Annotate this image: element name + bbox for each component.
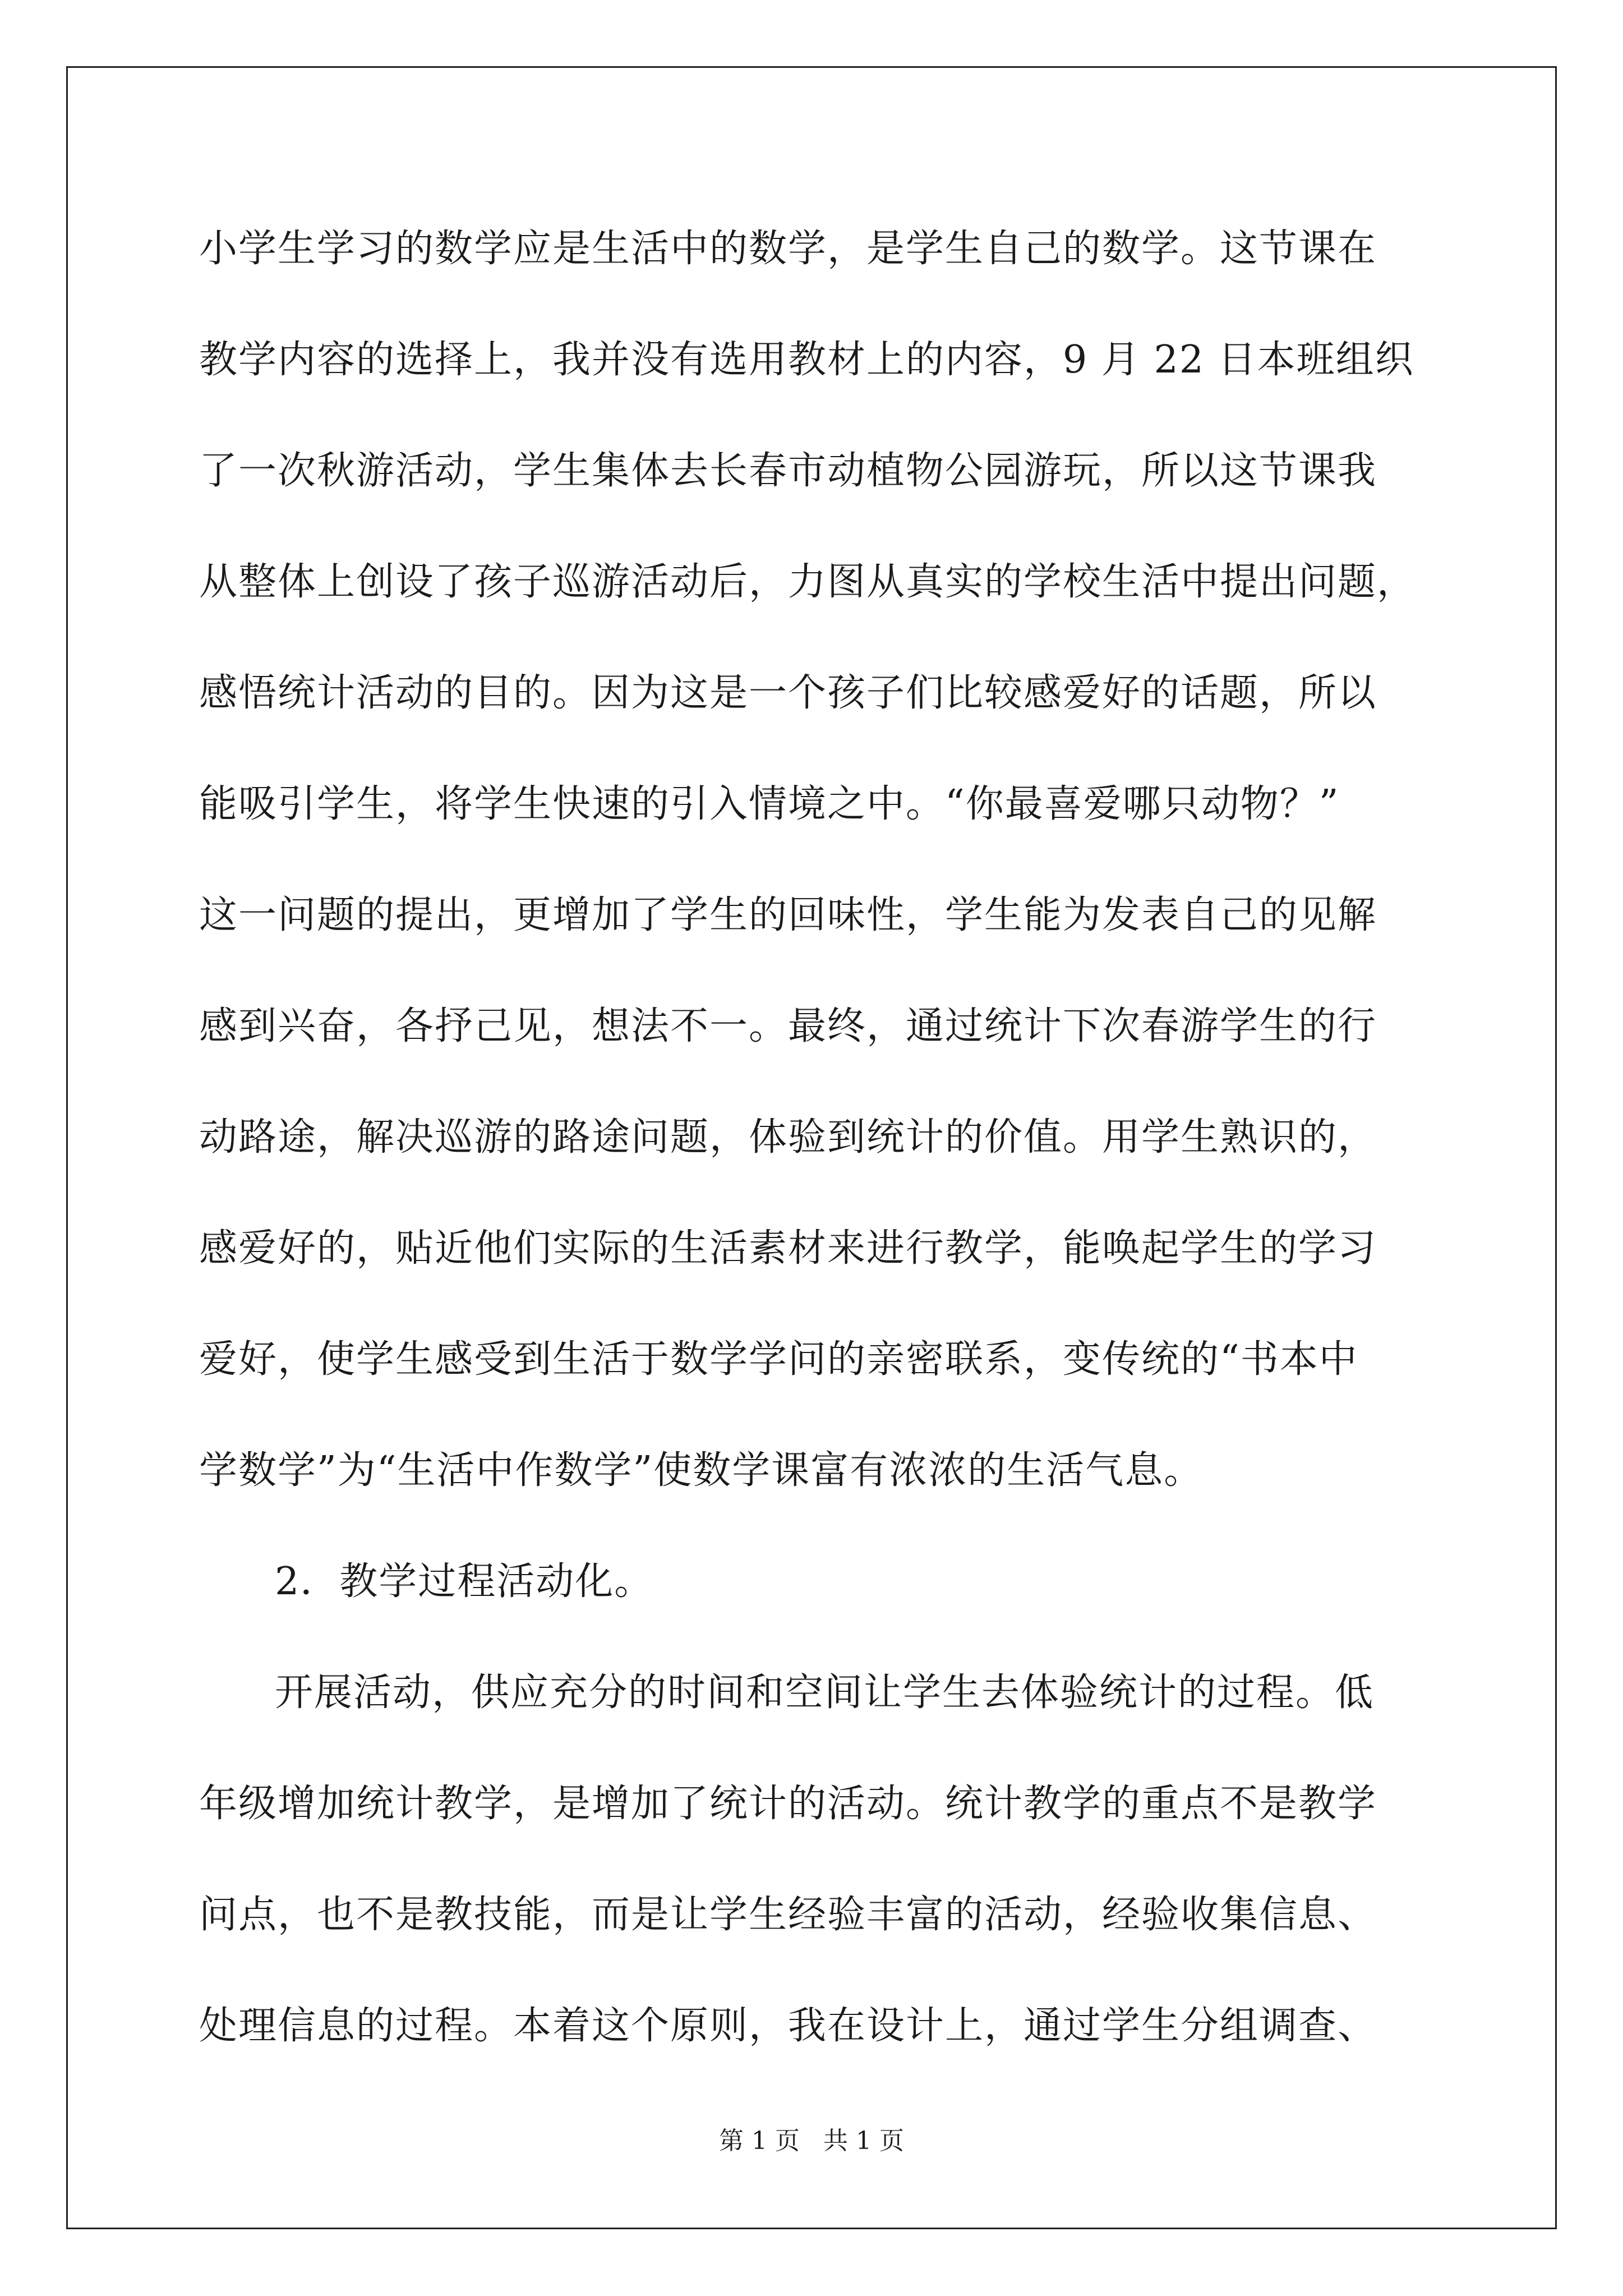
text-line: 感悟统计活动的目的。因为这是一个孩子们比较感爱好的话题，所以 xyxy=(199,671,1377,715)
text-line: 爱好，使学生感受到生活于数学学问的亲密联系，变传统的“书本中 xyxy=(199,1337,1358,1382)
text-line: 了一次秋游活动，学生集体去长春市动植物公园游玩，所以这节课我 xyxy=(199,449,1377,493)
text-line: 学数学”为“生活中作数学”使数学课富有浓浓的生活气息。 xyxy=(199,1448,1204,1493)
section-heading: 2．教学过程活动化。 xyxy=(275,1559,654,1604)
page-number-footer: 第 1 页 共 1 页 xyxy=(719,2127,904,2155)
text-line: 这一问题的提出，更增加了学生的回味性，学生能为发表自己的见解 xyxy=(199,893,1377,937)
text-line: 感到兴奋，各抒己见，想法不一。最终，通过统计下次春游学生的行 xyxy=(199,1004,1377,1048)
text-line: 小学生学习的数学应是生活中的数学，是学生自己的数学。这节课在 xyxy=(199,227,1377,271)
text-line: 问点，也不是教技能，而是让学生经验丰富的活动，经验收集信息、 xyxy=(199,1893,1377,1937)
text-line: 动路途，解决巡游的路途问题，体验到统计的价值。用学生熟识的， xyxy=(199,1115,1377,1159)
text-line: 开展活动，供应充分的时间和空间让学生去体验统计的过程。低 xyxy=(275,1671,1375,1715)
text-line: 能吸引学生，将学生快速的引入情境之中。“你最喜爱哪只动物？” xyxy=(199,782,1340,826)
text-line: 教学内容的选择上，我并没有选用教材上的内容，9 月 22 日本班组织 xyxy=(199,338,1414,382)
text-line: 从整体上创设了孩子巡游活动后，力图从真实的学校生活中提出问题， xyxy=(199,560,1417,604)
text-line: 处理信息的过程。本着这个原则，我在设计上，通过学生分组调查、 xyxy=(199,2004,1377,2048)
text-line: 年级增加统计教学，是增加了统计的活动。统计教学的重点不是教学 xyxy=(199,1782,1377,1826)
text-line: 感爱好的，贴近他们实际的生活素材来进行教学，能唤起学生的学习 xyxy=(199,1226,1377,1271)
